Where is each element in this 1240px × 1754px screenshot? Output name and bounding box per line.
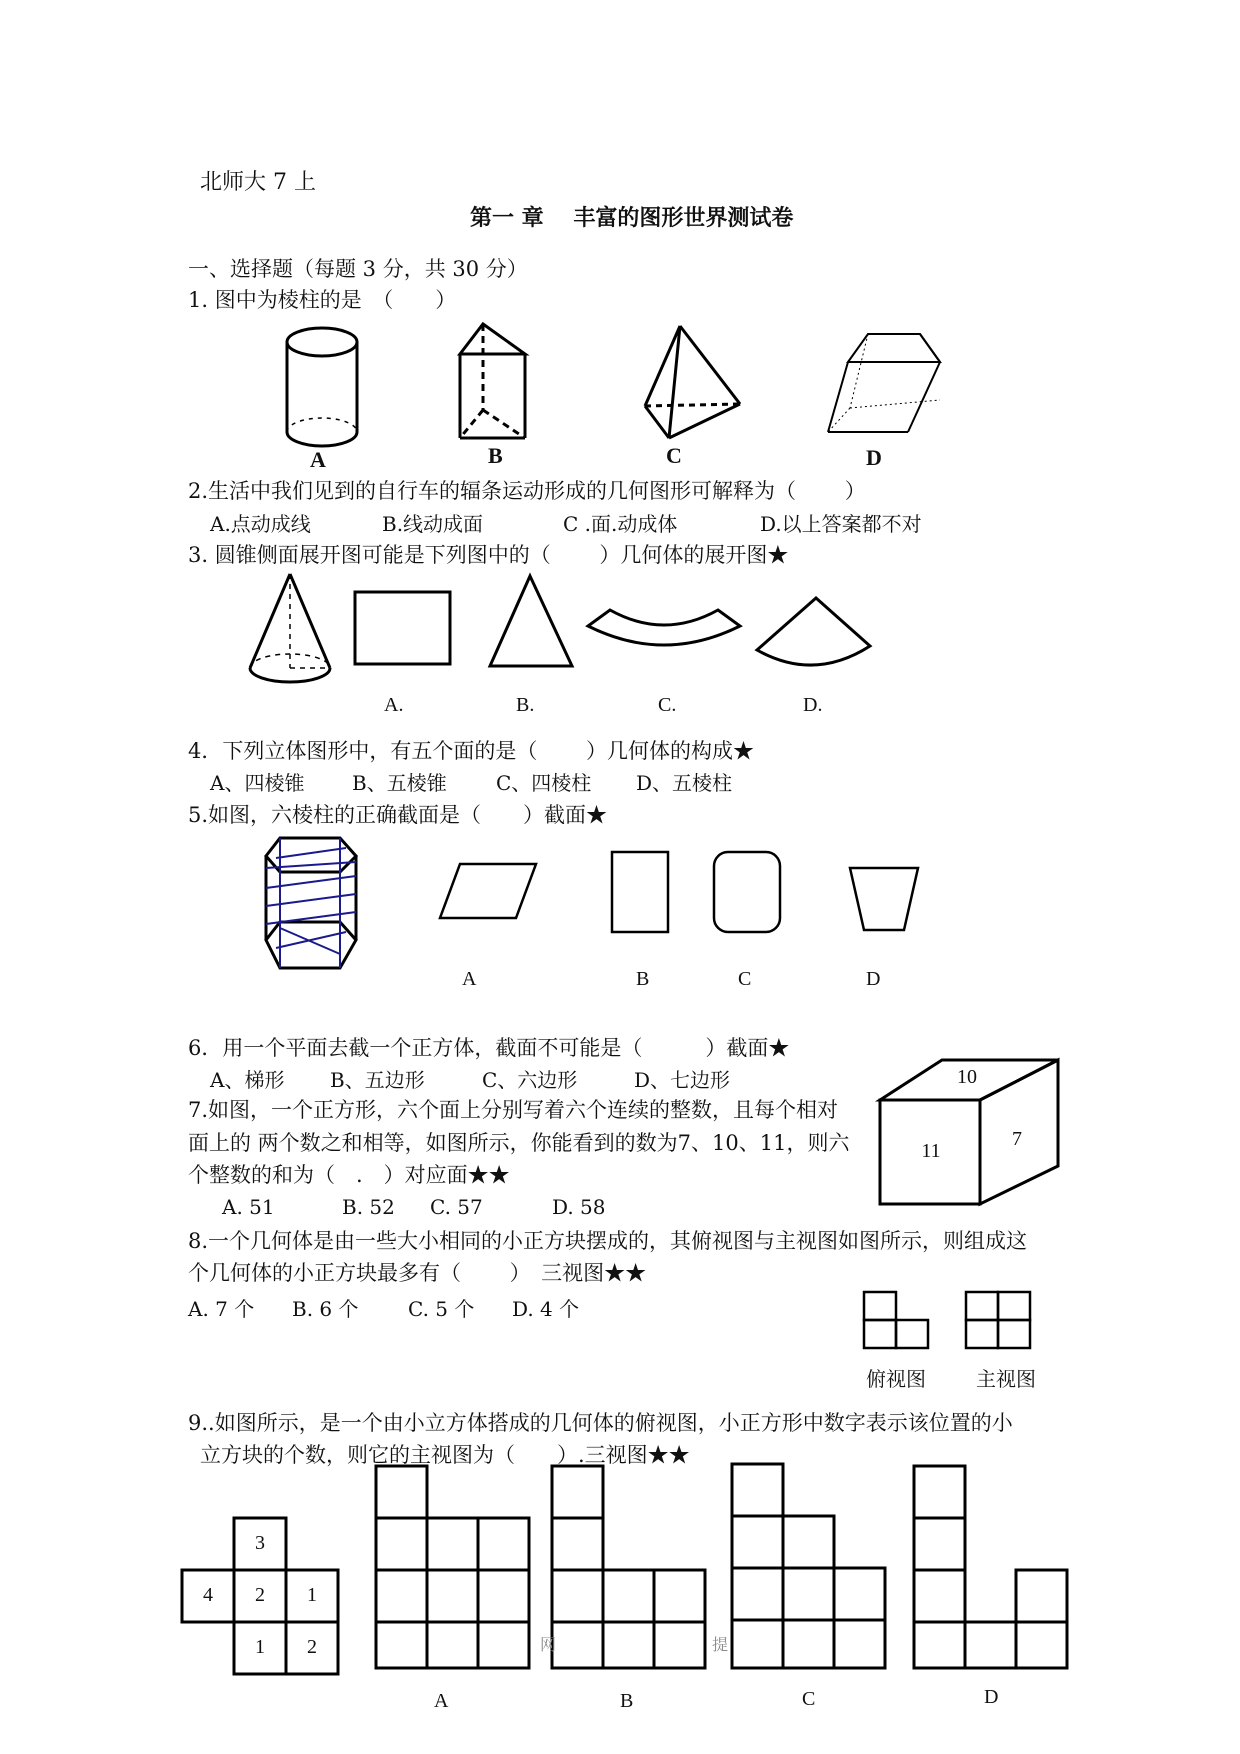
q2-option-a: A.点动成线 [210, 512, 311, 536]
q6-option-d: D、七边形 [634, 1068, 731, 1092]
q9-label-d: D [984, 1686, 999, 1708]
q9-option-a-figure [376, 1466, 529, 1668]
q4-stem: 4．下列立体图形中，有五个面的是（ ）几何体的构成★ [188, 739, 755, 763]
q6-option-c: C、六边形 [482, 1068, 578, 1092]
q5-stem: 5.如图，六棱柱的正确截面是（ ）截面★ [188, 803, 608, 827]
q8-option-d: D. 4 个 [512, 1297, 580, 1321]
q7-cube-top-number: 10 [957, 1066, 977, 1088]
q1-label-d: D [866, 445, 882, 470]
q7-cube-front-number: 11 [921, 1140, 941, 1162]
q7-line-2: 面上的 两个数之和相等，如图所示，你能看到的数为7、10、11，则六 [188, 1131, 850, 1155]
q1-frustum-figure [828, 334, 940, 432]
q7-option-b: B. 52 [342, 1195, 395, 1219]
q9-grid-cell: 1 [307, 1584, 317, 1606]
q1-label-a: A [310, 447, 326, 472]
q3-label-a: A. [384, 694, 404, 716]
q3-rectangle-option [355, 592, 450, 664]
q5-rectangle-option [612, 852, 668, 932]
q9-option-b-figure [552, 1466, 705, 1668]
q1-figures [0, 320, 1240, 480]
q9-answer-figures [0, 1464, 1240, 1674]
q3-stem: 3. 圆锥侧面展开图可能是下列图中的（ ）几何体的展开图★ [188, 543, 789, 567]
q1-label-b: B [488, 443, 503, 468]
q7-option-a: A. 51 [222, 1195, 275, 1219]
q7-line-1: 7.如图，一个正方形，六个面上分别写着六个连续的整数，且每个相对 [188, 1098, 839, 1122]
q5-label-c: C [738, 968, 752, 990]
q9-label-c: C [802, 1688, 816, 1710]
q9-grid-cell: 3 [255, 1532, 265, 1554]
q1-pyramid-figure [645, 326, 740, 438]
q5-label-d: D [866, 968, 881, 990]
q8-option-b: B. 6 个 [292, 1297, 359, 1321]
q4-option-c: C、四棱柱 [496, 771, 592, 795]
q7-line-3: 个整数的和为（ . ）对应面★★ [188, 1163, 510, 1187]
q8-front-view [966, 1292, 1030, 1348]
q3-annulus-sector-option [588, 610, 740, 645]
q5-label-b: B [636, 968, 650, 990]
q9-line-1: 9..如图所示，是一个由小立方体搭成的几何体的俯视图，小正方形中数字表示该位置的小 [188, 1411, 1013, 1435]
q8-option-a: A. 7 个 [188, 1297, 255, 1321]
q6-stem: 6．用一个平面去截一个正方体，截面不可能是（ ）截面★ [188, 1036, 790, 1060]
q7-option-d: D. 58 [552, 1195, 606, 1219]
q9-option-d-figure [914, 1466, 1067, 1668]
q3-triangle-option [490, 576, 572, 666]
q9-label-b: B [620, 1690, 634, 1712]
q8-line-1: 8.一个几何体是由一些大小相同的小正方块摆成的，其俯视图与主视图如图所示，则组成这 [188, 1229, 1028, 1253]
q9-grid-cell: 1 [255, 1636, 265, 1658]
q3-sector-option [757, 598, 870, 665]
q5-label-a: A [462, 968, 477, 990]
section-heading: 一、选择题（每题 3 分，共 30 分） [188, 257, 528, 281]
q4-option-b: B、五棱锥 [352, 771, 447, 795]
q8-top-view [864, 1292, 928, 1348]
q7-cube-side-number: 7 [1012, 1128, 1022, 1150]
q5-trapezoid-option [850, 868, 918, 930]
q5-figures [0, 828, 1240, 978]
q4-option-a: A、四棱锥 [210, 771, 305, 795]
q1-label-c: C [666, 443, 682, 468]
q5-hexagonal-prism-figure [266, 838, 356, 968]
q1-prism-figure [460, 324, 525, 438]
q1-stem: 1. 图中为棱柱的是 （ ） [188, 288, 457, 312]
q6-option-b: B、五边形 [330, 1068, 425, 1092]
q9-grid-cell: 2 [255, 1584, 265, 1606]
q3-label-b: B. [516, 694, 535, 716]
q7-option-c: C. 57 [430, 1195, 483, 1219]
q2-stem: 2.生活中我们见到的自行车的辐条运动形成的几何图形可解释为（ ） [188, 479, 866, 503]
publisher-label: 北师大 7 上 [200, 170, 316, 195]
q1-cylinder-figure [287, 328, 357, 446]
q3-figures [0, 570, 1240, 700]
q3-label-d: D. [803, 694, 823, 716]
watermark-left: 网 [540, 1635, 557, 1654]
q9-grid-cell: 2 [307, 1636, 317, 1658]
page-title: 第一 章 丰富的图形世界测试卷 [470, 205, 794, 231]
q9-label-a: A [434, 1690, 449, 1712]
q8-front-view-label: 主视图 [976, 1367, 1036, 1391]
q8-view-figures [862, 1290, 1062, 1360]
watermark-right: 提 [712, 1635, 729, 1654]
q9-line-2: 立方块的个数，则它的主视图为（ ）.三视图★★ [200, 1443, 690, 1467]
q3-cone-figure [250, 574, 330, 682]
q9-option-c-figure [732, 1464, 885, 1668]
q4-option-d: D、五棱柱 [636, 771, 733, 795]
q6-option-a: A、梯形 [210, 1068, 285, 1092]
q8-line-2: 个几何体的小正方块最多有（ ） 三视图★★ [188, 1261, 647, 1285]
q8-option-c: C. 5 个 [408, 1297, 475, 1321]
q2-option-b: B.线动成面 [382, 512, 484, 536]
q8-top-view-label: 俯视图 [866, 1367, 926, 1391]
q2-option-c: C .面.动成体 [563, 512, 678, 536]
q5-rounded-rectangle-option [714, 852, 780, 932]
q3-label-c: C. [658, 694, 677, 716]
q9-grid-cell: 4 [203, 1584, 213, 1606]
q2-option-d: D.以上答案都不对 [760, 512, 922, 536]
q5-parallelogram-option [440, 864, 536, 918]
